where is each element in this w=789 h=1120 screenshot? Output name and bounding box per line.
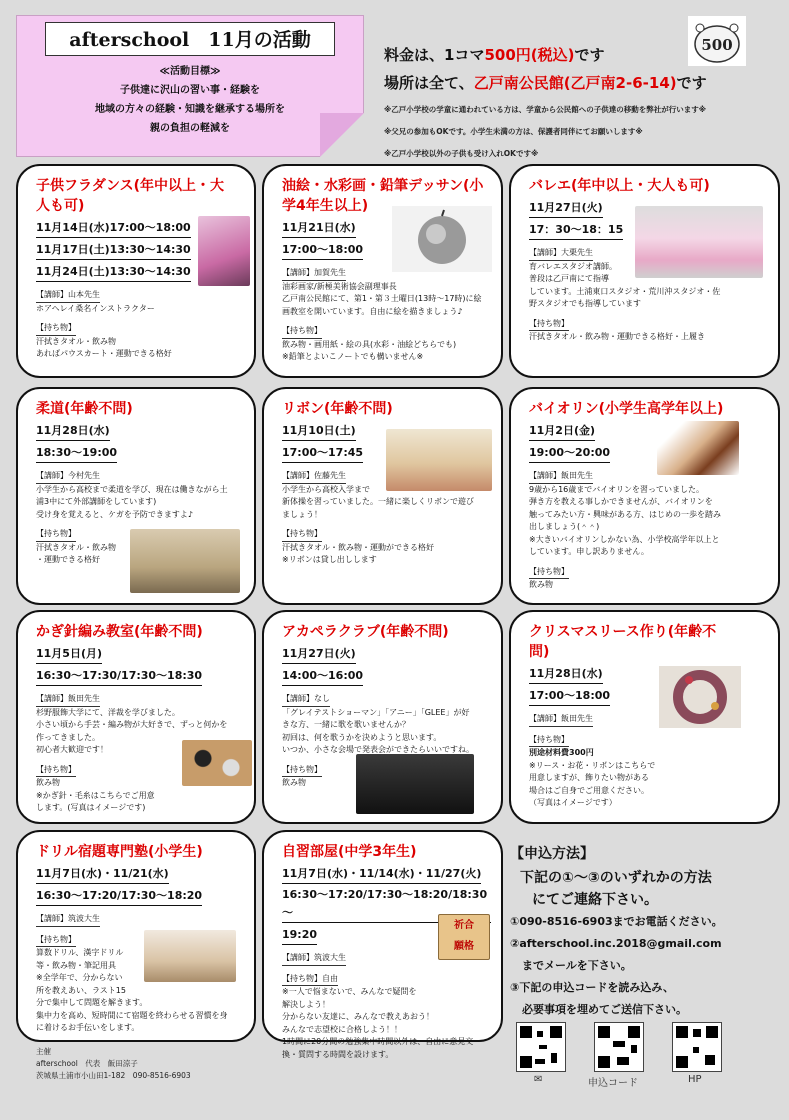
card-text: 9歳から16歳までバイオリンを習っていました。 <box>529 484 705 494</box>
apply-method-form-2: 必要事項を埋めてご送信下さい。 <box>522 1003 687 1016</box>
teacher-label: 【講師】山本先生 <box>36 289 100 303</box>
apply-method-form: ③下記の申込コードを読み込み、 <box>510 981 674 994</box>
500-yen-coin-icon <box>688 16 746 66</box>
card-violin <box>509 387 780 605</box>
card-hula <box>16 164 256 378</box>
card-text: 乙戸南公民館にて、第1・第３土曜日(13時～17時)に絵 <box>282 294 482 303</box>
card-text: 油彩画家/新極美術協会副理事長 <box>282 281 397 291</box>
card-painting <box>262 164 503 378</box>
card-date: 11月7日(水)・11/21(水) <box>36 865 169 884</box>
card-title: バイオリン(小学生高学年以上) <box>529 401 724 417</box>
apple-drawing-image <box>392 206 492 272</box>
teacher-label: 【講師】筑波大生 <box>282 952 346 966</box>
footer-line: 主催 <box>36 1047 51 1056</box>
judo-photo <box>130 529 240 593</box>
application-qr-code[interactable] <box>594 1022 644 1072</box>
card-date: 11月17日(土)13:30～14:30 <box>36 241 191 260</box>
card-text: 「グレイテストショーマン」「アニー」「GLEE」が好 <box>282 707 470 717</box>
card-text: あればパウスカート・運動できる格好 <box>36 349 172 358</box>
items-label: 【持ち物】自由 <box>282 973 338 987</box>
card-text: 作ってきました。 <box>36 732 100 742</box>
card-drill <box>16 830 256 1042</box>
note-2: ※父兄の参加もOKです。小学生未満の方は、保護者同伴にてお願いします※ <box>384 127 643 136</box>
card-text: 1時間に20分間の勉強集中時間以外は、自由に意見交 <box>282 1037 474 1046</box>
mail-icon: ✉ <box>534 1074 543 1085</box>
card-text: 汗拭きタオル・飲み物 <box>36 336 116 346</box>
plaque-text: 祈合 <box>454 920 474 931</box>
teacher-label: 【講師】飯田先生 <box>529 470 593 484</box>
qr-pattern-icon <box>517 1023 565 1071</box>
items-label: 【持ち物】 <box>282 528 322 542</box>
apply-method-email: ②afterschool.inc.2018@gmail.com <box>510 937 722 950</box>
card-date: 11月27日(火) <box>529 199 603 218</box>
card-text: いつか、小さな会場で発表会ができたらいいですね。 <box>282 745 474 754</box>
card-title: 油絵・水彩画・鉛筆デッサン(小学4年生以上) <box>282 178 484 214</box>
card-text: ※全学年で、分からない <box>36 973 123 982</box>
card-text: しています。土浦東口スタジオ・荒川沖スタジオ・佐 <box>529 286 721 296</box>
location-text: 場所は全て、 <box>384 74 474 92</box>
card-text: 小学生から高校まで柔道を学び、現在は働きながら土 <box>36 484 228 494</box>
apply-instruction: 下記の①～③のいずれかの方法 <box>520 870 712 886</box>
card-text: （写真はイメージです） <box>529 798 617 807</box>
card-ribbon <box>262 387 503 605</box>
teacher-label: 【講師】なし <box>282 693 330 707</box>
card-date: 11月24日(土)13:30～14:30 <box>36 263 191 282</box>
card-title: かぎ針編み教室(年齢不問) <box>36 624 203 640</box>
card-date: 11月28日(水) <box>529 665 603 684</box>
card-date: 17：30～18：15 <box>529 221 623 240</box>
ballet-photo <box>635 206 763 278</box>
card-text: 飲み物 <box>282 778 306 787</box>
card-date: 17:00～18:00 <box>529 687 610 706</box>
card-text: 受け身を覚えると、ケガを予防できますよ♪ <box>36 509 193 519</box>
card-date: 11月7日(水)・11/14(水)・11/27(火) <box>282 865 481 884</box>
card-title: クリスマスリース作り(年齢不問) <box>529 624 717 660</box>
card-text: 等・飲み物・筆記用具 <box>36 960 116 970</box>
card-text: ※リース・お花・リボンはこちらで <box>529 760 656 770</box>
card-text: します。(写真はイメージです) <box>36 803 146 812</box>
location-suffix: です <box>676 74 707 92</box>
card-text: 別途材料費300円 <box>529 748 594 757</box>
items-label: 【持ち物】 <box>282 325 322 339</box>
acappella-group-photo <box>356 754 474 814</box>
fee-suffix: です <box>574 46 605 64</box>
card-text: 飲み物・画用紙・絵の具(水彩・油絵どちらでも) <box>282 339 457 349</box>
card-text: 杉野服飾大学にて、洋裁を学びました。 <box>36 707 180 717</box>
card-text: ※大きいバイオリンしかない為、小学校高学年以上と <box>529 534 720 544</box>
card-title: 自習部屋(中学3年生) <box>282 844 417 860</box>
items-label: 【持ち物】 <box>282 764 322 778</box>
fee-price: 500円(税込) <box>484 46 575 64</box>
fee-line <box>384 44 605 65</box>
card-title: アカペラクラブ(年齢不問) <box>282 624 449 640</box>
card-text: 分からない友達に、みんなで教えあおう！ <box>282 1012 434 1021</box>
card-text: 飲み物 <box>529 580 553 589</box>
child-studying-photo <box>144 930 236 982</box>
card-text: ・運動できる格好 <box>36 555 100 564</box>
card-text: 算数ドリル、漢字ドリル <box>36 948 124 957</box>
hula-dance-photo <box>198 216 250 286</box>
card-date: 11月28日(水) <box>36 422 110 441</box>
card-text: ※一人で悩まないで、みんなで疑問を <box>282 987 417 996</box>
card-text: 分で集中して問題を解きます。 <box>36 998 148 1007</box>
card-date: 11月2日(金) <box>529 422 595 441</box>
footer-line: 茨城県土浦市小山田1-182 090-8516-6903 <box>36 1071 191 1080</box>
page-title: afterschool 11月の活動 <box>45 22 335 56</box>
teacher-label: 【講師】飯田先生 <box>36 693 100 707</box>
card-text: 汗拭きタオル・飲み物 <box>36 542 116 552</box>
qr-pattern-icon <box>595 1023 643 1071</box>
card-date: 17:00～17:45 <box>282 444 363 463</box>
card-text: 浦3中にて外部講師をしています) <box>36 497 157 506</box>
card-date: 19:20 <box>282 926 317 945</box>
card-text: 初心者大歓迎です！ <box>36 745 108 754</box>
qr-pattern-icon <box>673 1023 721 1071</box>
card-date: 16:30～17:20/17:30～18:20 <box>36 887 202 906</box>
card-text: 換・質問する時間を設けます。 <box>282 1049 394 1059</box>
card-date: 11月27日(火) <box>282 645 356 664</box>
card-text: 集中力を高め、短時間にて宿題を終わらせる習慣を身 <box>36 1010 228 1020</box>
card-text: に着けるお手伝いをします。 <box>36 1023 140 1032</box>
card-wreath <box>509 610 780 824</box>
teacher-label: 【講師】飯田先生 <box>529 713 593 727</box>
card-text: 野スタジオでも指導しています <box>529 299 641 308</box>
card-title: バレエ(年中以上・大人も可) <box>529 178 710 194</box>
items-label: 【持ち物】 <box>36 764 76 778</box>
card-title: リボン(年齢不問) <box>282 401 393 417</box>
folded-corner <box>320 113 364 157</box>
ribbon-gymnastics-photo <box>386 429 492 491</box>
card-title: 子供フラダンス(年中以上・大人も可) <box>36 178 224 214</box>
apply-method-phone: ①090-8516-6903までお電話ください。 <box>510 915 723 928</box>
card-date: 18:30～19:00 <box>36 444 117 463</box>
qr-label-hp: HP <box>688 1074 702 1085</box>
card-date: 11月21日(水) <box>282 219 356 238</box>
card-text: 新体操を習っていました。一緒に楽しくリボンで遊び <box>282 497 474 506</box>
card-self-study <box>262 830 503 1059</box>
card-text: ※鉛筆とよいこノートでも構いません※ <box>282 352 424 361</box>
card-title: 柔道(年齢不問) <box>36 401 133 417</box>
card-date: 11月14日(水)17:00～18:00 <box>36 219 191 238</box>
card-text: みんなで志望校に合格しよう！！ <box>282 1024 402 1034</box>
card-text: 初回は、何を歌うかを決めようと思います。 <box>282 732 442 742</box>
card-text: 用意しますが、飾りたい物がある <box>529 773 649 782</box>
card-date: 14:00～16:00 <box>282 667 363 686</box>
card-text: 画教室を開いています。自由に絵を描きましょう♪ <box>282 306 463 316</box>
card-text: 育バレエスタジオ講師。 <box>529 261 617 271</box>
card-text: 出しましょう(＾＾) <box>529 522 600 531</box>
items-label: 【持ち物】 <box>529 566 569 580</box>
homepage-qr-code[interactable] <box>672 1022 722 1072</box>
teacher-label: 【講師】佐藤先生 <box>282 470 346 484</box>
note-1: ※乙戸小学校の学童に通われている方は、学童から公民館への子供達の移動を弊社が行います※ <box>384 105 707 114</box>
location-line <box>384 72 707 93</box>
card-text: 弾き方を教える事しかできませんが、バイオリンを <box>529 497 713 506</box>
teacher-label: 【講師】筑波大生 <box>36 913 100 927</box>
exam-prayer-plaque <box>438 914 490 960</box>
apply-section <box>510 843 780 1021</box>
card-text: 小さい頃から手芸・編み物が大好きで、ずっと何かを <box>36 720 228 729</box>
crochet-cats-photo <box>182 740 252 786</box>
card-title: ドリル宿題専門塾(小学生) <box>36 844 203 860</box>
footer-line: afterschool 代表 飯田涼子 <box>36 1059 138 1068</box>
violin-photo <box>657 421 739 475</box>
card-date: 11月5日(月) <box>36 645 102 664</box>
apply-heading: 【申込方法】 <box>510 846 594 862</box>
card-text: 汗拭きタオル・飲み物・運動ができる格好 <box>282 542 434 552</box>
card-text: 小学生から高校入学まで <box>282 484 370 494</box>
card-text: ※かぎ針・毛糸はこちらでご用意 <box>36 790 155 800</box>
goal-3: 親の負担の軽減を <box>150 123 230 134</box>
items-label: 【持ち物】 <box>529 318 569 332</box>
card-text: 場合はご自身でご用意ください。 <box>529 785 649 795</box>
card-ballet <box>509 164 780 378</box>
goal-2: 地域の方々の経験・知識を継承する場所を <box>95 104 285 115</box>
location-name: 乙戸南公民館(乙戸南2-6-14) <box>473 74 677 92</box>
card-date: 19:00～20:00 <box>529 444 610 463</box>
card-text: 触ってみたい方・興味がある方、はじめの一歩を踏み <box>529 509 721 519</box>
items-label: 【持ち物】 <box>529 734 569 748</box>
card-text: 所を教えあい、ラスト15 <box>36 985 126 995</box>
card-date: 17:00～18:00 <box>282 241 363 260</box>
items-label: 【持ち物】 <box>36 528 76 542</box>
fee-text: 料金は、1コマ <box>384 46 485 64</box>
svg-text:500: 500 <box>701 36 733 54</box>
email-qr-code[interactable] <box>516 1022 566 1072</box>
header-box <box>16 15 364 157</box>
qr-label-application: 申込コード <box>588 1078 638 1089</box>
card-judo <box>16 387 256 605</box>
plaque-text: 願格 <box>454 941 474 952</box>
card-text: ましょう！ <box>282 509 322 519</box>
wreath-photo <box>659 666 741 728</box>
card-text: 普段は乙戸南にて指導 <box>529 274 609 283</box>
note-3: ※乙戸小学校以外の子供も受け入れOKです※ <box>384 149 539 158</box>
card-acappella <box>262 610 503 824</box>
items-label: 【持ち物】 <box>36 322 76 336</box>
card-text: しています。申し訳ありません。 <box>529 547 649 556</box>
card-text: 汗拭きタオル・飲み物・運動できる格好・上履き <box>529 332 705 341</box>
card-text: きな方、一緒に歌を歌いませんか？ <box>282 720 410 729</box>
goal-1: 子供達に沢山の習い事・経験を <box>120 85 260 96</box>
card-date: 16:30～17:30/17:30～18:30 <box>36 667 202 686</box>
teacher-label: 【講師】今村先生 <box>36 470 100 484</box>
card-date: 16:30～17:20/17:30～18:20/18:30～ <box>282 886 491 923</box>
teacher-label: 【講師】加賀先生 <box>282 267 346 281</box>
card-text: ※リボンは貸し出しします <box>282 555 377 564</box>
card-text: 飲み物 <box>36 778 60 787</box>
card-date: 11月10日(土) <box>282 422 356 441</box>
apply-instruction-2: にてご連絡下さい。 <box>532 892 658 908</box>
items-label: 【持ち物】 <box>36 934 76 948</box>
card-text: ホアヘレイ桑名インストラクター <box>36 303 155 313</box>
card-crochet <box>16 610 256 824</box>
apply-method-email-2: までメールを下さい。 <box>522 959 632 972</box>
card-text: 解決しよう！ <box>282 999 330 1009</box>
teacher-label: 【講師】大栗先生 <box>529 247 593 261</box>
goals-heading: ≪活動目標≫ <box>159 66 221 77</box>
organizer-info <box>36 1046 191 1082</box>
